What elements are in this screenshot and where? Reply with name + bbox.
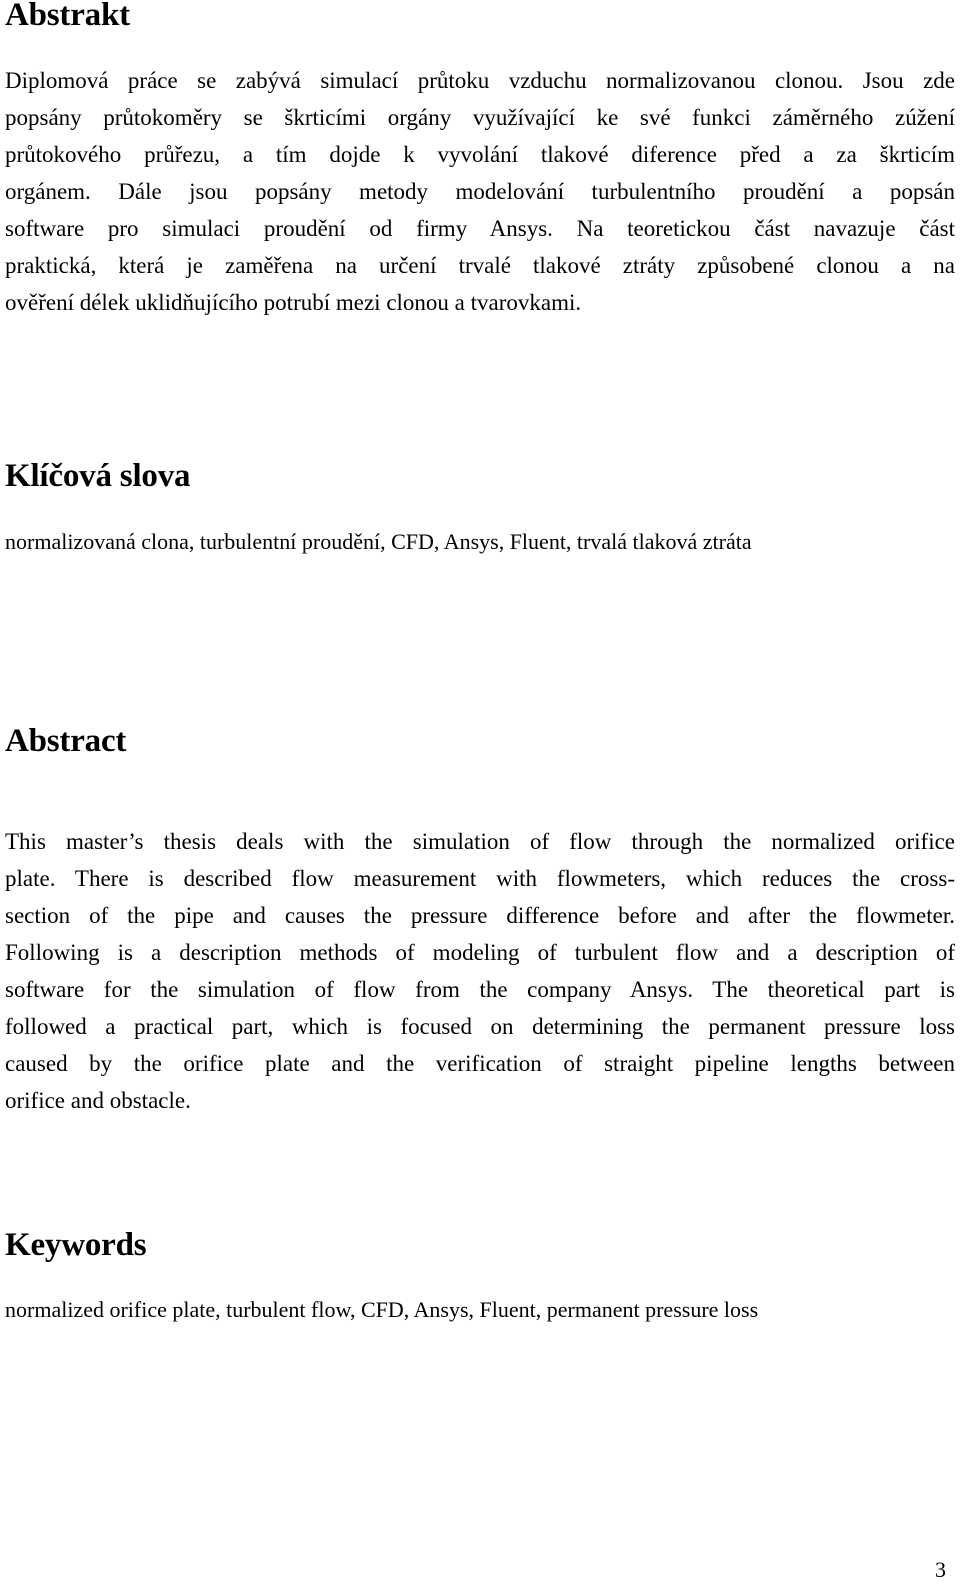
abstract-line: Following is a description methods of modeling of turbulent flow and a description of — [5, 940, 955, 965]
abstract-line: orifice and obstacle. — [5, 1088, 191, 1113]
abstrakt-line: průtokového průřezu, a tím dojde k vyvolání tlakové diference před a za škrticím — [5, 142, 955, 167]
klicova-slova-heading: Klíčová slova — [5, 458, 191, 494]
keywords-heading: Keywords — [5, 1227, 147, 1263]
abstrakt-line: popsány průtokoměry se škrticími orgány využívající ke své funkci záměrného zúžení — [5, 105, 955, 130]
abstract-line: caused by the orifice plate and the verification of straight pipeline lengths between — [5, 1051, 955, 1076]
page-number: 3 — [935, 1557, 946, 1582]
keywords-text: normalized orifice plate, turbulent flow, CFD, Ansys, Fluent, permanent pressure loss — [5, 1297, 759, 1322]
abstrakt-heading: Abstrakt — [5, 0, 130, 33]
abstrakt-line: software pro simulaci proudění od firmy Ansys. Na teoretickou část navazuje část — [5, 216, 955, 241]
abstrakt-paragraph — [5, 62, 955, 321]
abstrakt-line: orgánem. Dále jsou popsány metody modelování turbulentního proudění a popsán — [5, 179, 955, 204]
abstract-line: followed a practical part, which is focused on determining the permanent pressure loss — [5, 1014, 955, 1039]
abstrakt-line: praktická, která je zaměřena na určení trvalé tlakové ztráty způsobené clonou a na — [5, 253, 955, 278]
abstrakt-line: ověření délek uklidňujícího potrubí mezi clonou a tvarovkami. — [5, 290, 582, 315]
abstract-line: plate. There is described flow measurement with flowmeters, which reduces the cross- — [5, 866, 955, 891]
klicova-slova-text: normalizovaná clona, turbulentní proudění, CFD, Ansys, Fluent, trvalá tlaková ztráta — [5, 529, 752, 554]
abstract-paragraph — [5, 823, 955, 1119]
abstract-line: section of the pipe and causes the pressure difference before and after the flowmeter. — [5, 903, 955, 928]
abstract-heading: Abstract — [5, 723, 127, 759]
abstract-line: This master’s thesis deals with the simulation of flow through the normalized orifice — [5, 829, 955, 854]
abstrakt-line: Diplomová práce se zabývá simulací průtoku vzduchu normalizovanou clonou. Jsou zde — [5, 68, 955, 93]
abstract-line: software for the simulation of flow from the company Ansys. The theoretical part is — [5, 977, 955, 1002]
